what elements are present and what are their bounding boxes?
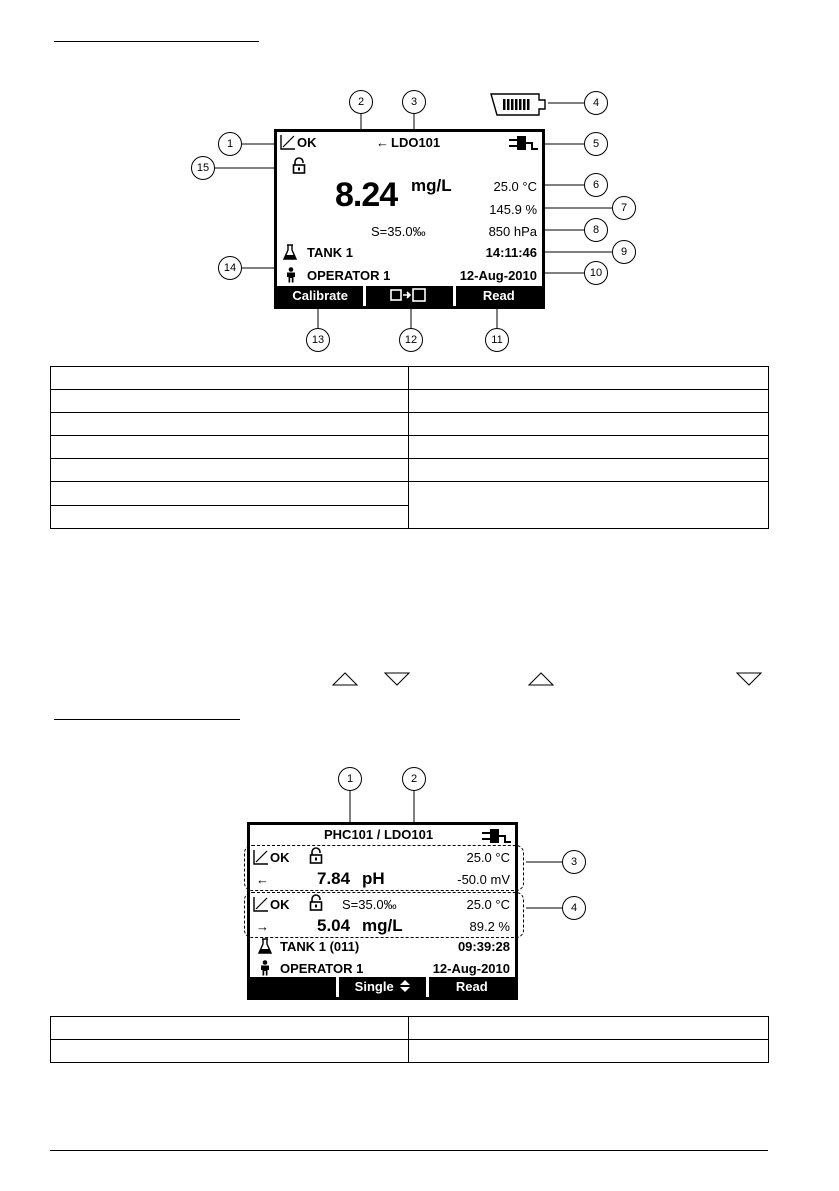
display-title: PHC101 / LDO101 [324,827,434,842]
callout-14: 14 [218,256,242,280]
sample-id: TANK 1 [307,245,353,260]
calibrate-softkey[interactable]: Calibrate [277,286,363,306]
probe2-temperature: 25.0 °C [466,897,510,912]
softkey-bar [250,977,515,997]
temperature: 25.0 °C [493,179,537,194]
probe2-secondary: 89.2 % [469,919,510,934]
probe1-arrow-icon: ← [256,872,269,887]
probe2-salinity: S=35.0‰ [342,897,397,912]
table-row [51,1017,769,1040]
calibration-icon [253,896,269,915]
date: 12-Aug-2010 [459,268,537,283]
single-softkey-label: Single [354,979,394,994]
callout-15: 15 [191,156,215,180]
footer-rule [50,1150,768,1151]
callout-12: 12 [399,328,423,352]
date: 12-Aug-2010 [432,961,510,976]
calibration-status: OK [297,135,317,150]
callout-10: 10 [584,261,608,285]
callout-4: 4 [562,896,586,920]
salinity: S=35.0‰ [371,224,426,239]
callout-1: 1 [218,132,242,156]
read-softkey[interactable]: Read [429,977,515,997]
probe1-value: 7.84 [317,869,351,888]
reading-value: 8.24 [335,176,398,214]
callout-4: 4 [584,91,608,115]
calibration-icon [253,849,269,868]
probe2-unit: mg/L [362,916,403,935]
probe2-status: OK [270,897,290,912]
percent-saturation: 145.9 % [489,202,537,217]
probe1-unit: pH [362,869,385,888]
operator-id: OPERATOR 1 [307,268,391,283]
time: 09:39:28 [457,939,510,954]
sample-id: TANK 1 (011) [280,939,360,954]
probe1-secondary: -50.0 mV [457,872,510,887]
dual-probe-display [247,822,518,1000]
callout-8: 8 [584,218,608,242]
single-softkey[interactable] [339,977,425,997]
read-softkey[interactable]: Read [456,286,542,306]
probe2-arrow-icon: → [256,919,269,934]
up-down-arrow-icon [400,980,410,992]
time: 14:11:46 [485,245,537,260]
probe1-status: OK [270,850,290,865]
callout-9: 9 [612,240,636,264]
probe-name: LDO101 [391,135,441,150]
callout-13: 13 [306,328,330,352]
callout-6: 6 [584,173,608,197]
callout-7: 7 [612,196,636,220]
callout-2: 2 [402,767,426,791]
blank-softkey[interactable] [250,977,336,997]
operator-id: OPERATOR 1 [280,961,364,976]
reading-unit: mg/L [411,176,452,195]
callout-11: 11 [485,328,509,352]
callout-2: 2 [349,90,373,114]
callout-5: 5 [584,132,608,156]
callout-3: 3 [562,850,586,874]
table-row [51,1040,769,1063]
callout-1: 1 [338,767,362,791]
lock-icon [309,847,323,867]
probe2-value: 5.04 [317,916,351,935]
callout-3: 3 [402,90,426,114]
pressure: 850 hPa [488,224,537,239]
probe-arrow-icon: ← [376,135,389,150]
sample-flask-icon [258,938,272,957]
figure2-legend-table [50,1016,769,1063]
lock-icon [309,894,323,914]
probe1-temperature: 25.0 °C [466,850,510,865]
